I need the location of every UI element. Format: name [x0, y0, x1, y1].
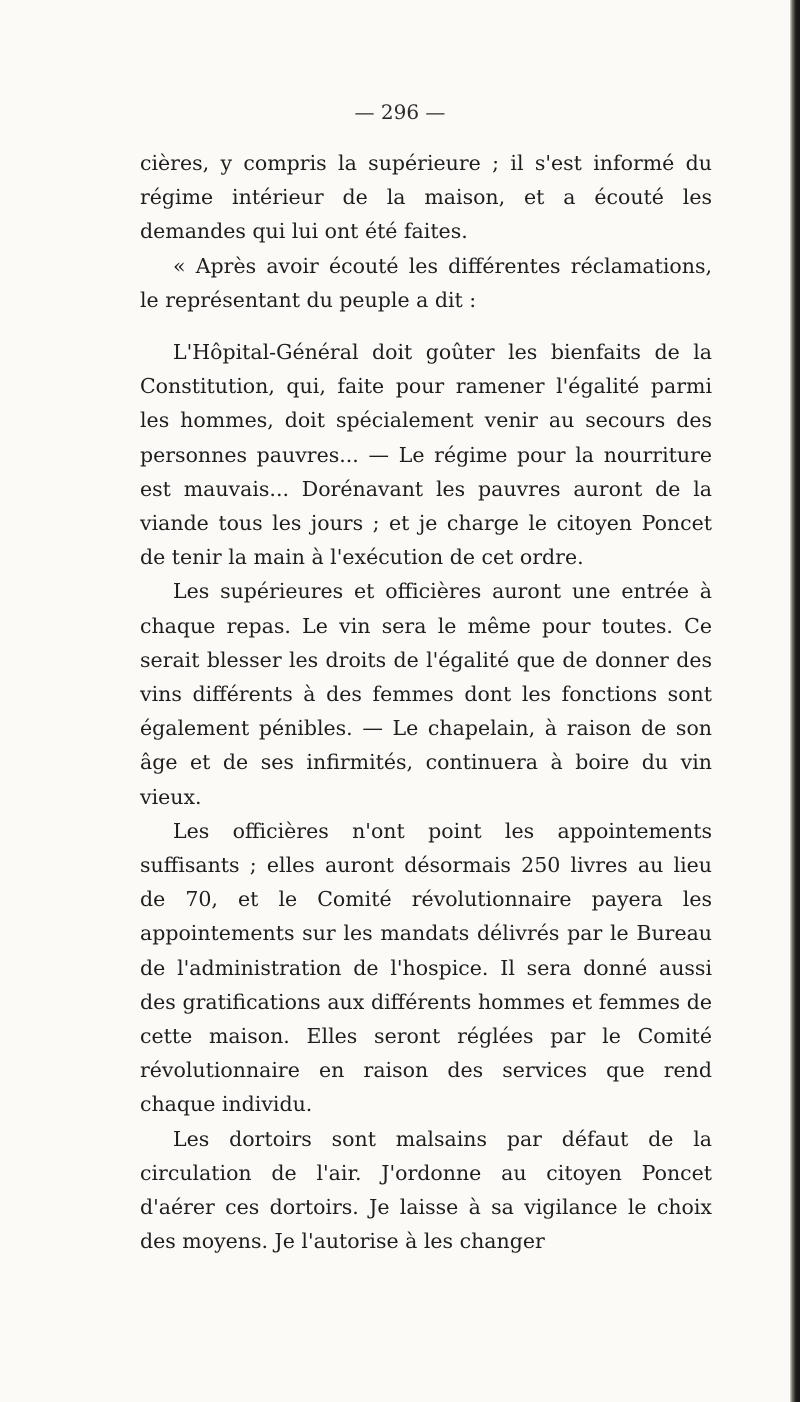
paragraph-5: Les officières n'ont point les appointements suffisants ; elles auront désormais 250 livres au lieu de 70, et le Comité révolutionnaire payera les appointements sur les mandats délivrés par le Bureau de l'administration de l'hospice. Il sera donné aussi des gratifications aux différents hommes et femmes de cette maison. Elles seront réglées par le Comité révolutionnaire en raison des services que rend chaque individu.: [140, 818, 712, 1117]
paragraph-1: cières, y compris la supérieure ; il s'est informé du régime intérieur de la maison, et a écouté les demandes qui lui ont été faites.: [140, 151, 712, 244]
page-edge: [790, 0, 800, 1402]
paragraph-3: L'Hôpital-Général doit goûter les bienfaits de la Constitution, qui, faite pour ramener l'égalité parmi les hommes, doit spécialement venir au secours des personnes pauvres... — Le régime pour la nourriture est mauvais... Dorénavant les pauvres auront de la viande tous les jours ; et je charge le citoyen Poncet de tenir la main à l'exécution de cet ordre.: [140, 340, 712, 570]
paragraph-2: « Après avoir écouté les différentes réclamations, le représentant du peuple a dit :: [140, 253, 712, 312]
paragraph-6: Les dortoirs sont malsains par défaut de la circulation de l'air. J'ordonne au citoyen Poncet d'aérer ces dortoirs. Je laisse à sa vigilance le choix des moyens. Je l'autorise à les changer: [140, 1126, 712, 1254]
page-text: [140, 146, 712, 1259]
page-number: — 296 —: [354, 100, 446, 124]
paragraph-4: Les supérieures et officières auront une entrée à chaque repas. Le vin sera le même pour toutes. Ce serait blesser les droits de l'égalité que de donner des vins différents à des femmes dont les fonctions sont également pénibles. — Le chapelain, à raison de son âge et de ses infirmités, continuera à boire du vin vieux.: [140, 579, 712, 809]
